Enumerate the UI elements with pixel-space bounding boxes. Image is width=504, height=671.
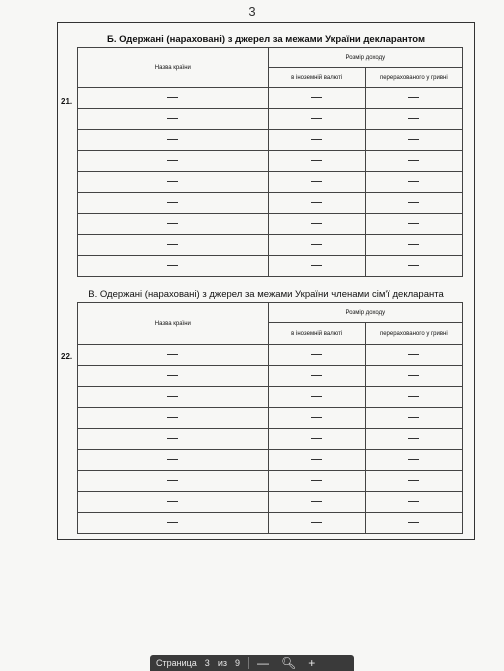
empty-dash-mark [167,480,178,481]
section-b-foreign-cell [268,172,365,193]
section-v-table-row [78,471,463,492]
section-b-uah-header: перерахованого у гривні [365,68,462,88]
empty-dash-mark [408,223,419,224]
section-v-foreign-cell [268,345,365,366]
section-v-foreign-cell [268,366,365,387]
empty-dash-mark [408,97,419,98]
empty-dash-mark [408,160,419,161]
empty-dash-mark [311,459,322,460]
section-b-uah-cell [365,130,462,151]
viewer-toolbar [150,655,354,671]
section-b-uah-cell [365,151,462,172]
empty-dash-mark [311,522,322,523]
empty-dash-mark [311,160,322,161]
section-b-foreign-cell [268,193,365,214]
empty-dash-mark [167,417,178,418]
section-b-country-cell [78,130,269,151]
section-b-uah-cell [365,193,462,214]
section-b-uah-cell [365,256,462,277]
section-b-country-cell [78,214,269,235]
section-v-uah-cell [365,408,462,429]
empty-dash-mark [167,501,178,502]
zoom-in-button[interactable]: + [308,656,316,670]
section-b-table-row [78,193,463,214]
section-b-income-header: Розмір доходу [268,48,462,68]
empty-dash-mark [408,202,419,203]
section-v-country-cell [78,408,269,429]
section-v-country-cell [78,450,269,471]
section-b-foreign-header: в іноземній валюті [268,68,365,88]
empty-dash-mark [408,522,419,523]
section-v-uah-cell [365,429,462,450]
section-v-country-cell [78,366,269,387]
section-v-table-row [78,513,463,534]
section-v-uah-cell [365,492,462,513]
empty-dash-mark [311,244,322,245]
section-b-table-row [78,109,463,130]
section-v-foreign-cell [268,471,365,492]
empty-dash-mark [408,118,419,119]
section-b-uah-cell [365,214,462,235]
section-b-table-row [78,172,463,193]
section-b-table-row [78,256,463,277]
section-v-uah-cell [365,345,462,366]
section-b-foreign-cell [268,130,365,151]
empty-dash-mark [408,375,419,376]
section-v-uah-cell [365,513,462,534]
section-v-foreign-header: в іноземній валюті [268,323,365,345]
empty-dash-mark [167,181,178,182]
empty-dash-mark [167,202,178,203]
section-b-uah-cell [365,88,462,109]
section-b-country-header: Назва країни [78,48,269,88]
section-b-table-row [78,214,463,235]
section-b-country-cell [78,235,269,256]
empty-dash-mark [311,438,322,439]
section-v-table-row [78,429,463,450]
empty-dash-mark [311,501,322,502]
section-v-uah-cell [365,366,462,387]
empty-dash-mark [167,139,178,140]
empty-dash-mark [311,118,322,119]
section-b-uah-cell [365,172,462,193]
section-b-table-row [78,130,463,151]
section-v-country-cell [78,429,269,450]
section-b-country-cell [78,88,269,109]
empty-dash-mark [408,139,419,140]
empty-dash-mark [311,181,322,182]
empty-dash-mark [408,438,419,439]
section-v-income-header: Розмір доходу [268,303,462,323]
empty-dash-mark [311,223,322,224]
empty-dash-mark [408,244,419,245]
empty-dash-mark [167,438,178,439]
section-b-uah-cell [365,235,462,256]
section-v-uah-cell [365,387,462,408]
empty-dash-mark [167,118,178,119]
section-b-foreign-cell [268,151,365,172]
section-v-table-row [78,387,463,408]
section-b-row-number: 21. [61,97,73,106]
section-v-uah-cell [365,450,462,471]
empty-dash-mark [408,354,419,355]
section-b-foreign-cell [268,235,365,256]
empty-dash-mark [167,354,178,355]
empty-dash-mark [167,459,178,460]
empty-dash-mark [311,417,322,418]
empty-dash-mark [311,139,322,140]
section-v-row-number: 22. [61,352,73,361]
empty-dash-mark [167,375,178,376]
empty-dash-mark [311,202,322,203]
page-number: 3 [248,4,256,19]
section-b-foreign-cell [268,109,365,130]
empty-dash-mark [311,97,322,98]
section-v-country-cell [78,387,269,408]
empty-dash-mark [167,97,178,98]
section-v-table-row [78,450,463,471]
section-b-table [77,47,463,277]
section-v-title: В. Одержані (нараховані) з джерел за межами України членами сім'ї декларанта [88,289,444,300]
toolbar-divider [248,657,249,669]
magnifier-icon[interactable]: 🔍︎ [280,656,297,670]
section-b-foreign-cell [268,256,365,277]
empty-dash-mark [167,244,178,245]
empty-dash-mark [408,181,419,182]
section-v-table-row [78,345,463,366]
section-v-country-cell [78,471,269,492]
empty-dash-mark [311,480,322,481]
empty-dash-mark [167,522,178,523]
section-v-foreign-cell [268,492,365,513]
section-b-foreign-cell [268,88,365,109]
empty-dash-mark [311,396,322,397]
empty-dash-mark [408,396,419,397]
zoom-out-button[interactable]: — [256,656,269,670]
section-b-table-row [78,151,463,172]
section-b-title: Б. Одержані (нараховані) з джерел за межами України декларантом [107,34,425,45]
section-b-country-cell [78,256,269,277]
page-label: Страница [156,658,197,668]
empty-dash-mark [408,501,419,502]
section-b-country-cell [78,172,269,193]
section-v-table-row [78,492,463,513]
section-b-uah-cell [365,109,462,130]
total-pages: 9 [234,658,240,668]
section-v-uah-header: перерахованого у гривні [365,323,462,345]
empty-dash-mark [311,265,322,266]
section-v-country-cell [78,492,269,513]
empty-dash-mark [311,354,322,355]
section-v-foreign-cell [268,450,365,471]
of-label: из [217,658,227,668]
section-b-foreign-cell [268,214,365,235]
section-v-table-row [78,366,463,387]
current-page-field[interactable]: 3 [204,658,210,668]
section-b-country-cell [78,193,269,214]
empty-dash-mark [167,396,178,397]
section-v-table-row [78,408,463,429]
empty-dash-mark [167,265,178,266]
section-b-country-cell [78,151,269,172]
empty-dash-mark [408,480,419,481]
section-v-country-header: Назва країни [78,303,269,345]
section-v-foreign-cell [268,387,365,408]
empty-dash-mark [311,375,322,376]
empty-dash-mark [408,265,419,266]
section-b-country-cell [78,109,269,130]
empty-dash-mark [167,223,178,224]
section-v-foreign-cell [268,513,365,534]
section-v-foreign-cell [268,408,365,429]
section-v-country-cell [78,513,269,534]
empty-dash-mark [408,459,419,460]
section-b-table-row [78,88,463,109]
empty-dash-mark [167,160,178,161]
section-b-table-row [78,235,463,256]
section-v-foreign-cell [268,429,365,450]
section-v-country-cell [78,345,269,366]
section-v-table [77,302,463,534]
empty-dash-mark [408,417,419,418]
section-v-uah-cell [365,471,462,492]
